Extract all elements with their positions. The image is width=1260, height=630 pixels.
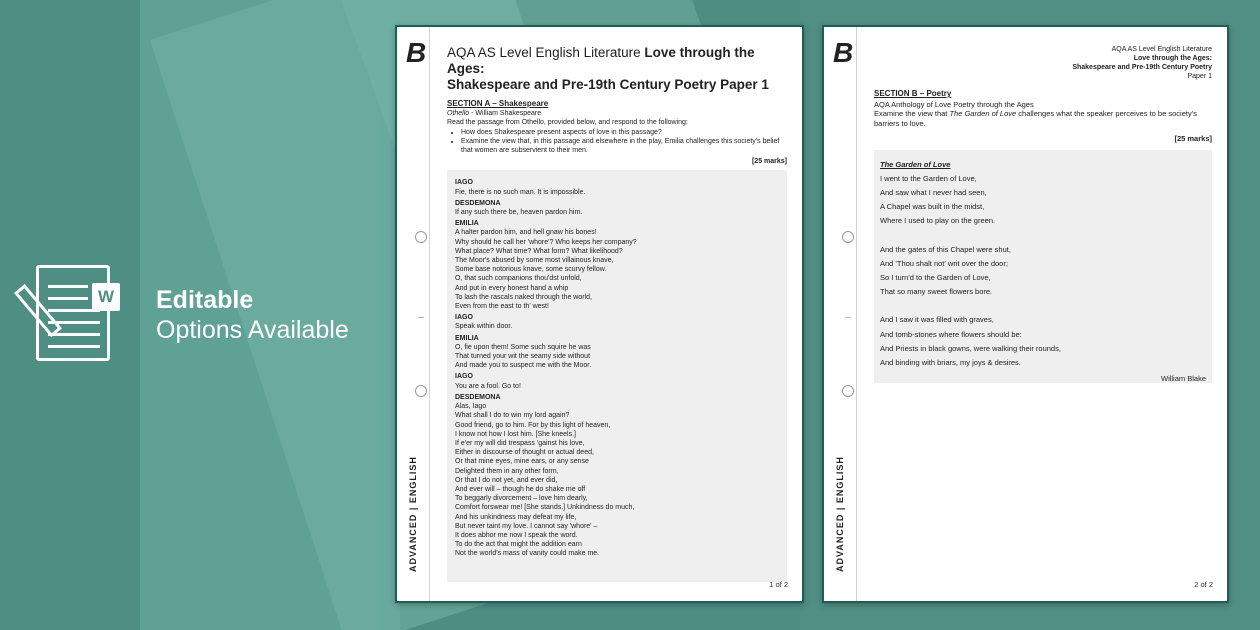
extract-line: Not the world's mass of vanity could make me.	[455, 550, 600, 558]
poem-box	[874, 150, 1212, 383]
poem-author: William Blake	[1160, 374, 1206, 384]
poem-line: And the gates of this Chapel were shut,	[880, 244, 1011, 254]
speaker-name: IAGO	[455, 314, 473, 322]
punch-hole	[415, 231, 427, 243]
extract-line: If e'er my will did trespass 'gainst his love,	[455, 439, 585, 447]
extract-line: That turned your wit the seamy side without	[455, 353, 591, 361]
poem-title: The Garden of Love	[880, 159, 951, 169]
extract-line: And his unkindness may defeat my life,	[455, 513, 577, 521]
speaker-name: EMILIA	[455, 220, 479, 228]
speaker-name: IAGO	[455, 373, 473, 381]
punch-hole	[415, 385, 427, 397]
poem-line: That so many sweet flowers bore.	[880, 287, 993, 297]
extract-line: I know not how I lost him. [She kneels.]	[455, 430, 577, 438]
poem-line: And 'Thou shalt not' writ over the door;	[880, 258, 1008, 268]
word-letter: W	[92, 283, 120, 311]
poem-line: I went to the Garden of Love,	[880, 173, 977, 183]
extract-line: To lash the rascals naked through the world,	[455, 293, 592, 301]
fold-mark	[845, 317, 851, 318]
word-document-icon	[14, 265, 114, 365]
page-title: AQA AS Level English Literature Love through the Ages: Shakespeare and Pre-19th Century Poetry Paper 1	[447, 45, 769, 92]
task-text: Examine the view that The Garden of Love challenges what the speaker perceives to be society's barriers to love.	[874, 109, 1197, 128]
poem-line: And tomb-stones where flowers should be:	[880, 329, 1022, 339]
poem-line: And I saw it was filled with graves,	[880, 315, 994, 325]
speaker-name: EMILIA	[455, 334, 479, 342]
punch-hole	[842, 385, 854, 397]
extract-line: Some base notorious knave, some scurvy fellow.	[455, 266, 607, 274]
extract-line: But never taint my love. I cannot say 'whore' –	[455, 522, 598, 530]
poem-line: A Chapel was built in the midst,	[880, 202, 985, 212]
extract-line: And put in every honest hand a whip	[455, 284, 569, 292]
badge-line2: Options Available	[156, 316, 349, 344]
extract-line: Even from the east to th' west!	[455, 303, 549, 311]
extract-line: What place? What time? What form? What likelihood?	[455, 247, 623, 255]
play-extract	[447, 170, 787, 582]
fold-mark	[418, 317, 424, 318]
poem-line: Where I used to play on the green.	[880, 216, 996, 226]
extract-line: Either in discourse of thought or actual deed,	[455, 449, 594, 457]
extract-line: The Moor's abused by some most villainous knave,	[455, 257, 614, 265]
task-item: • How does Shakespeare present aspects of love in this passage?	[461, 128, 787, 137]
extract-line: Good friend, go to him. For by this light of heaven,	[455, 421, 611, 429]
extract-line: Why should he call her 'whore'? Who keeps her company?	[455, 238, 637, 246]
page-number: 2 of 2	[1194, 580, 1213, 589]
poem-line: And saw what I never had seen,	[880, 187, 987, 197]
poem-line: And binding with briars, my joys & desires.	[880, 357, 1021, 367]
section-heading: SECTION A – Shakespeare	[447, 99, 549, 108]
page-number: 1 of 2	[769, 580, 788, 589]
vertical-brand: ADVANCED | ENGLISH	[408, 456, 418, 572]
extract-line: What shall I do to win my lord again?	[455, 412, 570, 420]
extract-line: Delighted them in any other form,	[455, 467, 559, 475]
instruction: Read the passage from Othello, provided below, and respond to the following:	[447, 119, 688, 127]
extract-line: You are a fool. Go to!	[455, 382, 521, 390]
extract-line: Alas, Iago	[455, 403, 487, 411]
section-heading: SECTION B – Poetry	[874, 89, 952, 98]
marks-label: [25 marks]	[1174, 134, 1212, 143]
extract-line: Speak within door.	[455, 323, 513, 331]
document-page-1	[395, 25, 804, 603]
extract-line: And made you to suspect me with the Moor.	[455, 362, 592, 370]
poem-line: So I turn'd to the Garden of Love,	[880, 272, 991, 282]
brand-logo-icon: B	[833, 37, 854, 68]
extract-line: To beggarly divorcement – love him dearly,	[455, 495, 588, 503]
extract-line: Fie, there is no such man. It is impossible.	[455, 188, 586, 196]
page-header: AQA AS Level English Literature Love through the Ages: Shakespeare and Pre-19th Century Poetry Paper 1	[1072, 46, 1212, 80]
brand-logo-icon: B	[406, 37, 427, 68]
extract-line: O, fie upon them! Some such squire he was	[455, 343, 591, 351]
extract-line: To do the act that might the addition earn	[455, 541, 582, 549]
anthology-name: AQA Anthology of Love Poetry through the Ages	[874, 99, 1034, 109]
vertical-brand: ADVANCED | ENGLISH	[835, 456, 845, 572]
extract-line: Or that mine eyes, mine ears, or any sense	[455, 458, 589, 466]
punch-hole	[842, 231, 854, 243]
extract-line: Comfort forswear me! [She stands.] Unkindness do much,	[455, 504, 635, 512]
extract-line: O, that such companions thou'dst unfold,	[455, 275, 582, 283]
task-item: • Examine the view that, in this passage and elsewhere in the play, Emilia challenges this society's belief that women are subservient to their men.	[461, 137, 787, 155]
editable-badge	[14, 265, 349, 365]
extract-line: And ever will – though he do shake me off	[455, 485, 586, 493]
badge-line1: Editable	[156, 286, 254, 314]
extract-line: A halter pardon him, and hell gnaw his bones!	[455, 229, 597, 237]
document-page-2	[822, 25, 1229, 603]
speaker-name: DESDEMONA	[455, 393, 501, 401]
play-credit: Othello - William Shakespeare	[447, 110, 542, 118]
speaker-name: DESDEMONA	[455, 199, 501, 207]
extract-line: Or that I do not yet, and ever did,	[455, 476, 558, 484]
marks-label: [25 marks]	[751, 158, 787, 166]
task-list	[457, 128, 787, 156]
poem-line: And Priests in black gowns, were walking their rounds,	[880, 343, 1061, 353]
extract-line: If any such there be, heaven pardon him.	[455, 209, 583, 217]
speaker-name: IAGO	[455, 179, 473, 187]
extract-line: It does abhor me now I speak the word.	[455, 531, 578, 539]
